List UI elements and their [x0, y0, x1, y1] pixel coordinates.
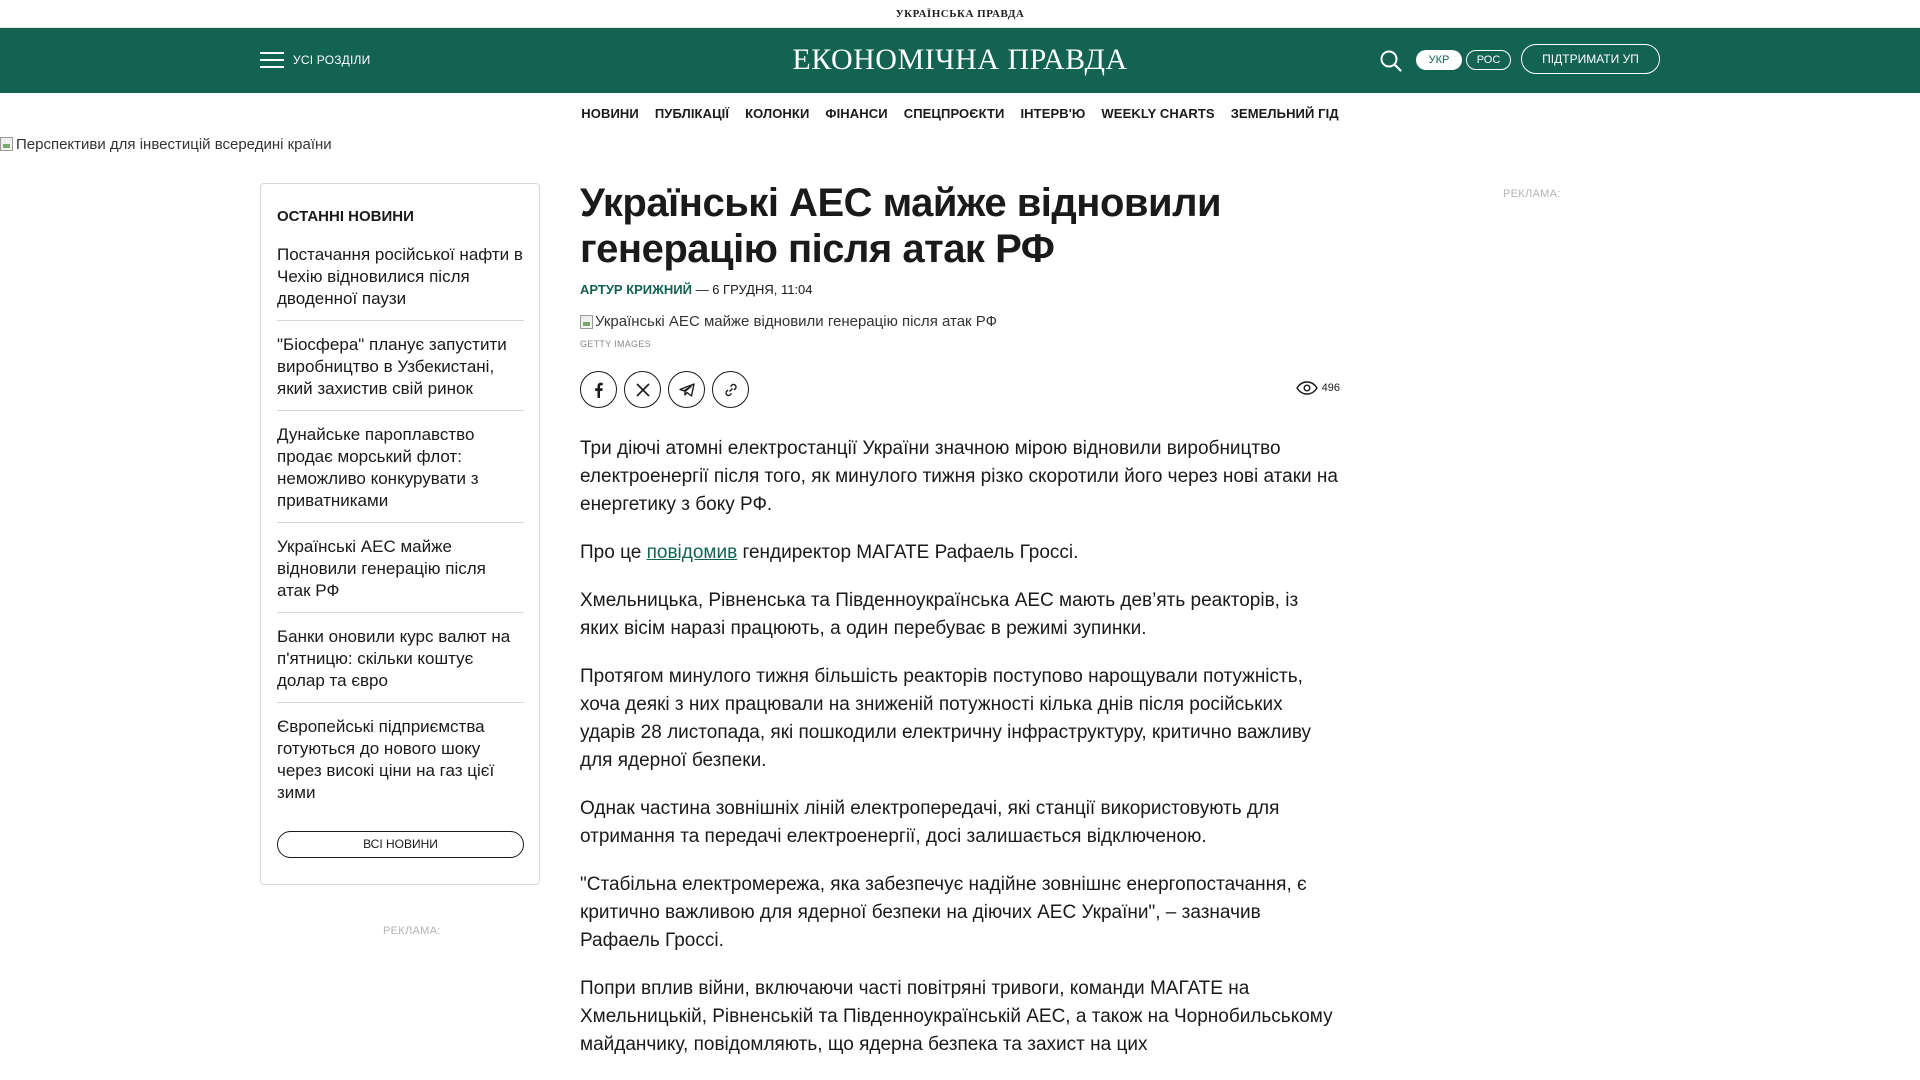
news-list: [277, 244, 524, 827]
share-telegram-button[interactable]: [668, 371, 705, 408]
top-strip: [0, 0, 1920, 28]
news-list-item[interactable]: [277, 244, 524, 321]
news-list-item[interactable]: [277, 716, 524, 814]
share-row: [580, 371, 1340, 408]
paragraph-text: Про це: [580, 542, 647, 563]
views-counter: [1296, 381, 1340, 395]
menu-label: УСІ РОЗДІЛИ: [293, 53, 371, 67]
promo-banner-alt-text: Перспективи для інвестицій всередині країни: [16, 135, 332, 153]
article: [580, 180, 1340, 1079]
news-list-item[interactable]: [277, 424, 524, 523]
site-header: [0, 28, 1920, 93]
news-link[interactable]: Банки оновили курс валют на п'ятницю: скільки коштує долар та євро: [277, 627, 511, 690]
ad-label-left: РЕКЛАМА:: [383, 925, 441, 937]
search-button[interactable]: [1378, 48, 1404, 74]
image-credit: GETTY IMAGES: [580, 339, 651, 349]
hero-image-alt-text: Українські АЕС майже відновили генерацію після атак РФ: [595, 313, 998, 330]
news-link[interactable]: Європейські підприємства готуються до нового шоку через високі ціни на газ цієї зими: [277, 717, 495, 802]
source-link[interactable]: повідомив: [646, 542, 738, 563]
nav-item-news[interactable]: НОВИНИ: [581, 105, 639, 121]
parent-brand-link[interactable]: УКРАЇНСЬКА ПРАВДА: [895, 8, 1025, 20]
support-button[interactable]: ПІДТРИМАТИ УП: [1521, 44, 1660, 74]
byline: [580, 282, 1340, 297]
hamburger-icon: [260, 52, 284, 68]
broken-image-icon: [580, 315, 593, 329]
article-body: [580, 435, 1340, 1059]
promo-banner[interactable]: [0, 134, 332, 154]
article-paragraph: Попри вплив війни, включаючи часті повітряні тривоги, команди МАГАТЕ на Хмельницькій, Рівненській та Південноукраїнській АЕС, а також на Чорнобильському майданчику, повідомляють, що ядерна безпека та захист на цих: [580, 978, 1333, 1055]
article-paragraph: Хмельницька, Рівненська та Південноукраїнська АЕС мають дев’ять реакторів, із яких вісім наразі працюють, а один перебуває в режимі зупинки.: [580, 590, 1299, 639]
news-link[interactable]: "Біосфера" планує запустити виробництво в Узбекистані, який захистив свій ринок: [277, 335, 507, 398]
lang-ukr-button[interactable]: УКР: [1416, 50, 1462, 70]
sidebar-title: ОСТАННІ НОВИНИ: [277, 208, 414, 225]
news-link[interactable]: Українські АЕС майже відновили генерацію після атак РФ: [277, 537, 486, 600]
news-link[interactable]: Постачання російської нафти в Чехію відновилися після дводенної паузи: [277, 245, 523, 308]
news-list-item[interactable]: [277, 334, 524, 411]
share-x-button[interactable]: [624, 371, 661, 408]
broken-image-icon: [0, 137, 13, 151]
article-paragraph: Однак частина зовнішніх ліній електропередачі, які станції використовують для отримання та передачі електроенергії, досі залишається відключеною.: [580, 798, 1280, 847]
copy-link-button[interactable]: [712, 371, 749, 408]
news-list-item[interactable]: [277, 626, 524, 703]
news-list-item[interactable]: [277, 536, 524, 613]
article-paragraph: "Стабільна електромережа, яка забезпечує надійне зовнішнє енергопостачання, є критично важливою для ядерної безпеки на діючих АЕС України", – зазначив Рафаель Гроссі.: [580, 874, 1307, 951]
latest-news-sidebar: [260, 183, 540, 885]
nav-item-publications[interactable]: ПУБЛІКАЦІЇ: [654, 105, 730, 121]
section-nav: [0, 93, 1920, 133]
nav-item-columns[interactable]: КОЛОНКИ: [745, 105, 810, 121]
telegram-icon: [678, 381, 696, 399]
share-facebook-button[interactable]: [580, 371, 617, 408]
paragraph-text: гендиректор МАГАТЕ Рафаель Гроссі.: [737, 542, 1079, 563]
article-title: Українські АЕС майже відновили генерацію після атак РФ: [580, 181, 1222, 271]
link-icon: [723, 382, 739, 398]
views-count: 496: [1321, 382, 1340, 394]
eye-icon: [1296, 381, 1318, 395]
news-link[interactable]: Дунайське пароплавство продає морський флот: неможливо конкурувати з приватниками: [277, 425, 479, 510]
article-paragraph: Три діючі атомні електростанції України значною мірою відновили виробництво електроенергії після того, як минулого тижня різко скоротили його через нові атаки на енергетику з боку РФ.: [580, 438, 1338, 515]
article-paragraph: Протягом минулого тижня більшість реакторів поступово нарощували потужність, хоча деякі з них працювали на зниженій потужності кілька днів після російських ударів 28 листопада, які пошкодили електричну інфраструктуру, критично важливу для ядерної безпеки.: [580, 666, 1311, 771]
all-sections-menu-button[interactable]: [260, 48, 370, 72]
hero-image: [580, 313, 1340, 330]
nav-item-weekly-charts[interactable]: WEEKLY CHARTS: [1101, 105, 1215, 121]
lang-ros-button[interactable]: РОС: [1466, 50, 1511, 70]
publish-date: — 6 ГРУДНЯ, 11:04: [691, 282, 813, 297]
nav-item-interview[interactable]: ІНТЕРВ'Ю: [1020, 105, 1086, 121]
author-link[interactable]: АРТУР КРИЖНИЙ: [580, 282, 692, 297]
ad-label-right: РЕКЛАМА:: [1503, 188, 1561, 200]
all-news-button[interactable]: ВСІ НОВИНИ: [277, 831, 524, 858]
search-icon: [1378, 48, 1404, 74]
nav-item-special-projects[interactable]: СПЕЦПРОЄКТИ: [903, 105, 1005, 121]
article-paragraph: [580, 539, 1340, 567]
site-logo[interactable]: ЕКОНОМІЧНА ПРАВДА: [792, 43, 1128, 76]
nav-item-finance[interactable]: ФІНАНСИ: [825, 105, 888, 121]
facebook-icon: [590, 381, 608, 399]
x-icon: [635, 382, 651, 398]
nav-item-land-guide[interactable]: ЗЕМЕЛЬНИЙ ГІД: [1230, 105, 1339, 121]
